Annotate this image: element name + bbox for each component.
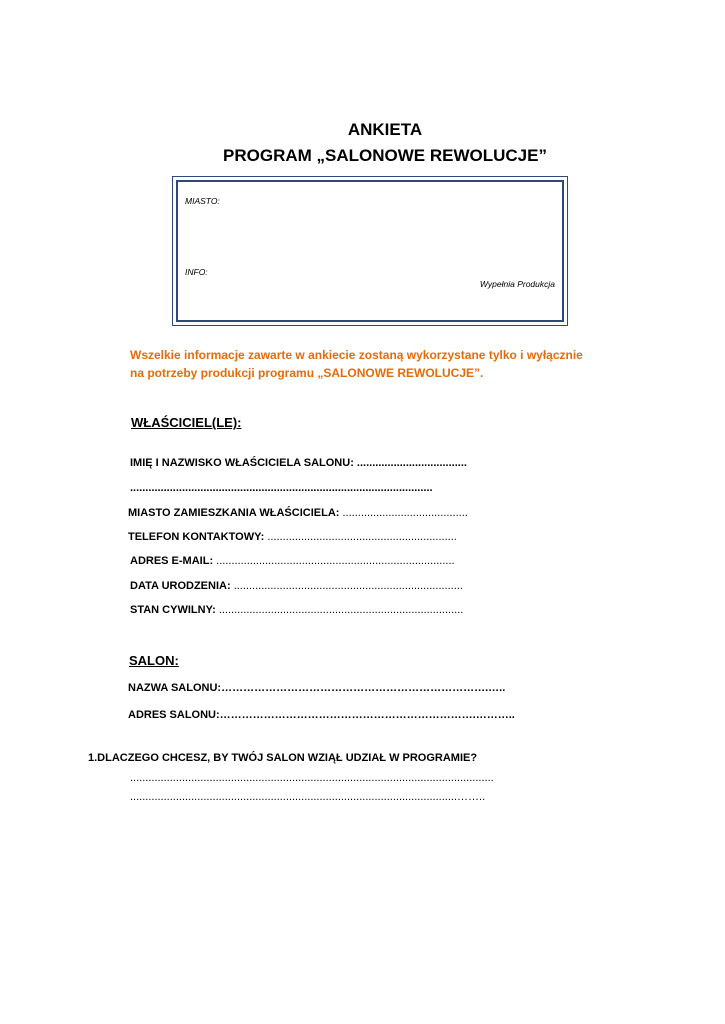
salon-name-label: NAZWA SALONU: [128, 682, 222, 694]
owner-name-dots: .................................... [356, 457, 467, 469]
city-label: MIASTO: [185, 196, 220, 206]
owner-name-continuation[interactable] [130, 482, 433, 494]
marital-status-label: STAN CYWILNY: [130, 604, 216, 616]
phone-dots: .............................................................. [267, 531, 457, 543]
salon-address-label: ADRES SALONU: [128, 709, 220, 721]
birth-date-field[interactable] [130, 580, 463, 592]
salon-heading: SALON: [129, 653, 179, 668]
phone-label: TELEFON KONTAKTOWY: [128, 531, 265, 543]
email-label: ADRES E-MAIL: [130, 555, 214, 567]
marital-status-field[interactable] [130, 604, 463, 616]
phone-field[interactable] [128, 531, 457, 543]
owners-heading: WŁAŚCICIEL(LE): [131, 415, 242, 430]
owner-city-dots: ......................................... [342, 507, 468, 519]
salon-name-dots: ……………………………………………………………….….. [221, 682, 506, 694]
email-dots: .............................................................................. [216, 555, 455, 567]
owner-name-field[interactable] [130, 457, 467, 469]
email-field[interactable] [130, 555, 455, 567]
filled-by-note: Wypełnia Produkcja [479, 279, 555, 289]
form-title: ANKIETA [347, 120, 423, 139]
production-box [172, 176, 568, 326]
privacy-notice-line-1: Wszelkie informacje zawarte w ankiecie zostaną wykorzystane tylko i wyłącznie [130, 348, 583, 362]
program-title: PROGRAM „SALONOWE REWOLUCJE” [223, 146, 547, 165]
question-1-text: 1.DLACZEGO CHCESZ, BY TWÓJ SALON WZIĄŁ UDZIAŁ W PROGRAMIE? [88, 752, 478, 764]
birth-date-dots: ........................................................................... [233, 580, 463, 592]
birth-date-label: DATA URODZENIA: [130, 580, 231, 592]
production-box-inner [176, 180, 564, 322]
question-1-answer-line-1[interactable]: ....................................................................................................................... [130, 772, 494, 784]
info-label: INFO: [185, 267, 208, 277]
question-1-answer-line-2[interactable]: ...........................................................................................................…….. [130, 791, 486, 803]
question-1 [88, 752, 477, 764]
owner-name-label: IMIĘ I NAZWISKO WŁAŚCICIELA SALONU: [130, 457, 354, 469]
privacy-notice [130, 346, 583, 382]
owner-name-cont-dots: ................................................................................................... [130, 482, 433, 494]
owner-city-label: MIASTO ZAMIESZKANIA WŁAŚCICIELA: [128, 507, 340, 519]
salon-address-dots: …………………………………………………………….……….. [219, 709, 515, 721]
salon-name-field[interactable] [128, 682, 505, 694]
salon-address-field[interactable] [128, 709, 515, 721]
owner-city-field[interactable] [128, 507, 468, 519]
marital-status-dots: ................................................................................ [218, 604, 464, 616]
privacy-notice-line-2: na potrzeby produkcji programu „SALONOWE REWOLUCJE”. [130, 366, 484, 380]
